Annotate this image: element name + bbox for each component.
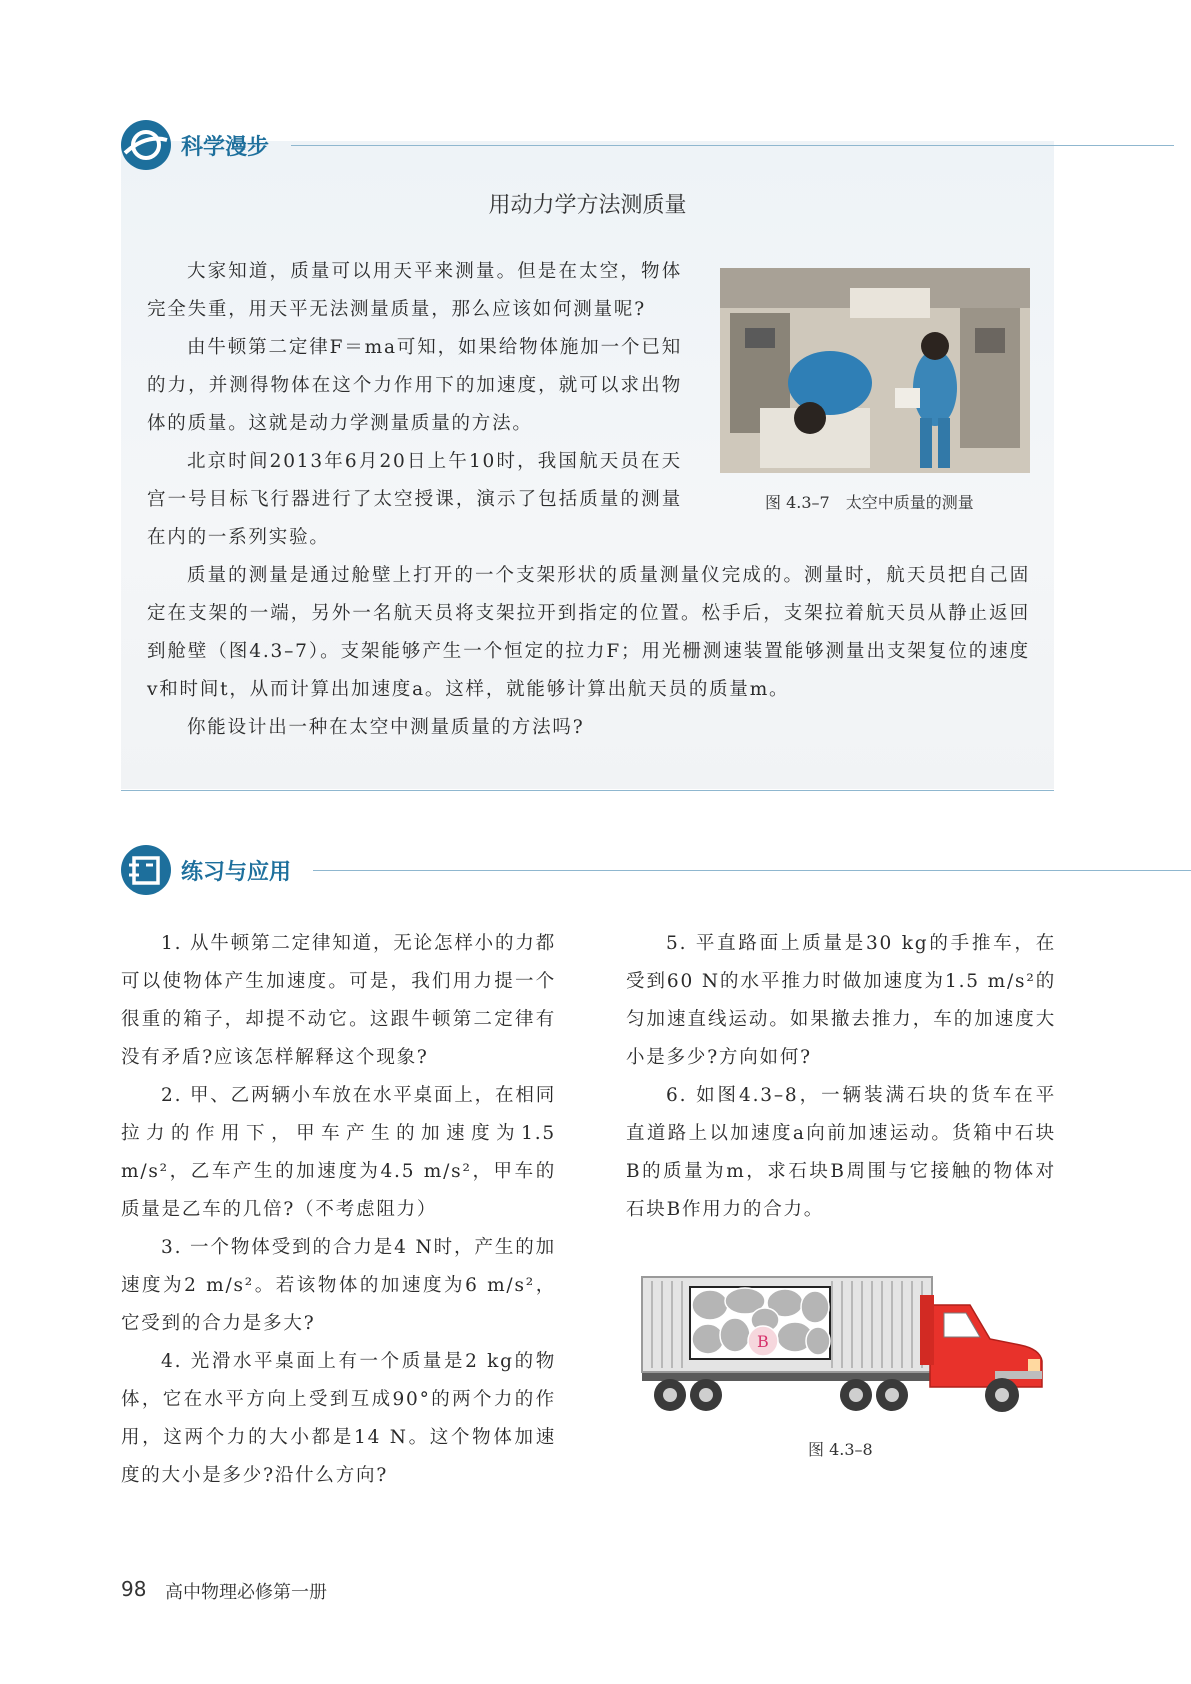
section-rule — [313, 870, 1191, 871]
exercise-item-4: 4. 光滑水平桌面上有一个质量是2 kg的物体，它在水平方向上受到互成90°的两个力的作用，这两个力的大小都是14 N。这个物体加速度的大小是多少?沿什么方向? — [121, 1351, 556, 1486]
paragraph: 由牛顿第二定律F＝ma可知，如果给物体施加一个已知的力，并测得物体在这个力作用下的加速度，就可以求出物体的质量。这就是动力学测量质量的方法。 — [147, 337, 682, 434]
science-body-text — [147, 557, 1030, 747]
exercise-right-column — [626, 925, 1056, 1229]
exercise-header — [121, 843, 1191, 899]
section-label-science: 科学漫步 — [181, 135, 270, 160]
notebook-icon — [121, 845, 171, 895]
exercise-item-3: 3. 一个物体受到的合力是4 N时，产生的加速度为2 m/s²。若该物体的加速度为6 m/s²，它受到的合力是多大? — [121, 1237, 556, 1334]
exercise-item-1: 1. 从牛顿第二定律知道，无论怎样小的力都可以使物体产生加速度。可是，我们用力提一个很重的箱子，却提不动它。这跟牛顿第二定律有没有矛盾?应该怎样解释这个现象? — [121, 933, 556, 1068]
science-bottom-rule — [121, 790, 1054, 791]
exercise-item-6: 6. 如图4.3–8，一辆装满石块的货车在平直道路上以加速度a向前加速运动。货箱中石块B的质量为m，求石块B周围与它接触的物体对石块B作用力的合力。 — [626, 1085, 1056, 1220]
space-station-photo — [720, 268, 1030, 473]
figure-caption-4-3-7: 图 4.3–7 太空中质量的测量 — [765, 493, 974, 512]
globe-icon — [121, 120, 171, 170]
rock-b-label: B — [757, 1332, 769, 1351]
page-number: 98 — [121, 1577, 147, 1601]
science-intro-text — [147, 253, 682, 557]
exercise-item-2: 2. 甲、乙两辆小车放在水平桌面上，在相同拉力的作用下，甲车产生的加速度为1.5 m/s²，乙车产生的加速度为4.5 m/s²，甲车的质量是乙车的几倍?（不考虑阻力） — [121, 1085, 556, 1220]
section-rule — [291, 145, 1174, 146]
section-label-exercises: 练习与应用 — [181, 860, 292, 885]
truck-figure — [630, 1275, 1050, 1425]
paragraph: 你能设计出一种在太空中测量质量的方法吗? — [187, 717, 585, 738]
science-title: 用动力学方法测质量 — [488, 193, 687, 218]
paragraph: 北京时间2013年6月20日上午10时，我国航天员在天宫一号目标飞行器进行了太空授课，演示了包括质量的测量在内的一系列实验。 — [147, 451, 682, 548]
exercise-item-5: 5. 平直路面上质量是30 kg的手推车，在受到60 N的水平推力时做加速度为1.5 m/s²的匀加速直线运动。如果撤去推力，车的加速度大小是多少?方向如何? — [626, 933, 1056, 1068]
paragraph: 大家知道，质量可以用天平来测量。但是在太空，物体完全失重，用天平无法测量质量，那么应该如何测量呢? — [147, 261, 682, 320]
science-header — [121, 118, 1181, 174]
paragraph: 质量的测量是通过舱壁上打开的一个支架形状的质量测量仪完成的。测量时，航天员把自己固定在支架的一端，另外一名航天员将支架拉开到指定的位置。松手后，支架拉着航天员从静止返回到舱壁（图4.3–7）。支架能够产生一个恒定的拉力F；用光栅测速装置能够测量出支架复位的速度v和时间t，从而计算出加速度a。这样，就能够计算出航天员的质量m。 — [147, 565, 1030, 700]
book-title: 高中物理必修第一册 — [165, 1582, 327, 1603]
exercise-left-column — [121, 925, 556, 1495]
figure-caption-4-3-8: 图 4.3–8 — [808, 1440, 873, 1459]
